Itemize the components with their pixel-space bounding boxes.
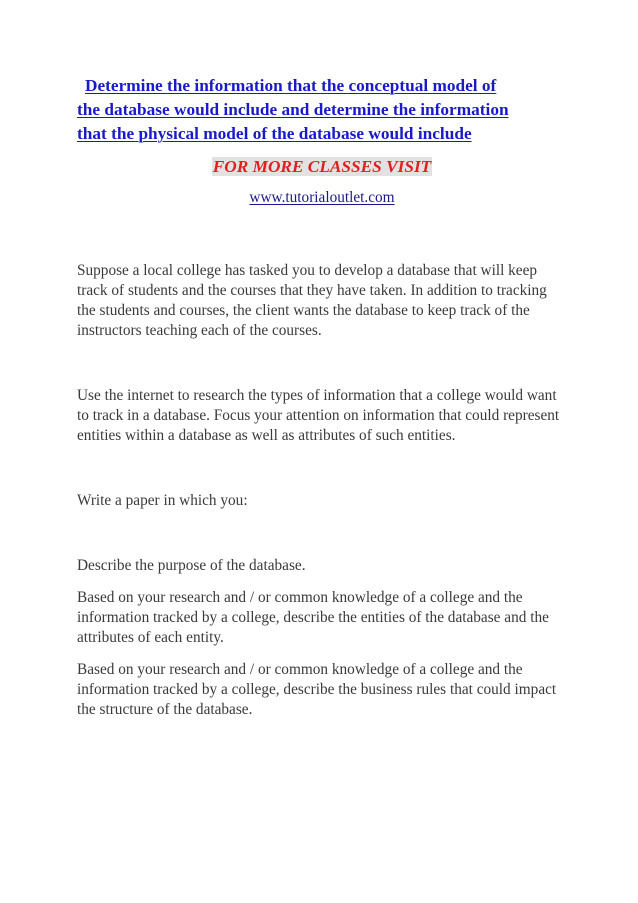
title-line-3: that the physical model of the database would include: [77, 124, 472, 143]
website-line: [77, 188, 567, 208]
title-line-1: Determine the information that the conceptual model of: [85, 76, 497, 95]
paragraph-purpose: Describe the purpose of the database.: [77, 557, 306, 574]
title-line-2: the database would include and determine the information: [77, 100, 509, 119]
promo-text: FOR MORE CLASSES VISIT: [212, 157, 432, 176]
paragraph-intro: Suppose a local college has tasked you to develop a database that will keep track of students and the courses that they have taken. In addition to tracking the students and courses, the client wants the database to keep track of the instructors teaching each of the courses.: [77, 262, 547, 339]
paragraph-research: Use the internet to research the types of information that a college would want to track in a database. Focus your attention on information that could represent entities within a database as well as attributes of such entities.: [77, 387, 560, 444]
website-link[interactable]: www.tutorialoutlet.com: [249, 189, 395, 206]
document-title: [77, 74, 567, 146]
paragraph-write-paper: Write a paper in which you:: [77, 492, 248, 509]
paragraph-business-rules: Based on your research and / or common knowledge of a college and the information tracked by a college, describe the business rules that could impact the structure of the database.: [77, 661, 557, 718]
document-page: [77, 74, 567, 720]
paragraph-entities: Based on your research and / or common knowledge of a college and the information tracked by a college, describe the entities of the database and the attributes of each entity.: [77, 589, 549, 646]
promo-banner: [77, 156, 567, 178]
